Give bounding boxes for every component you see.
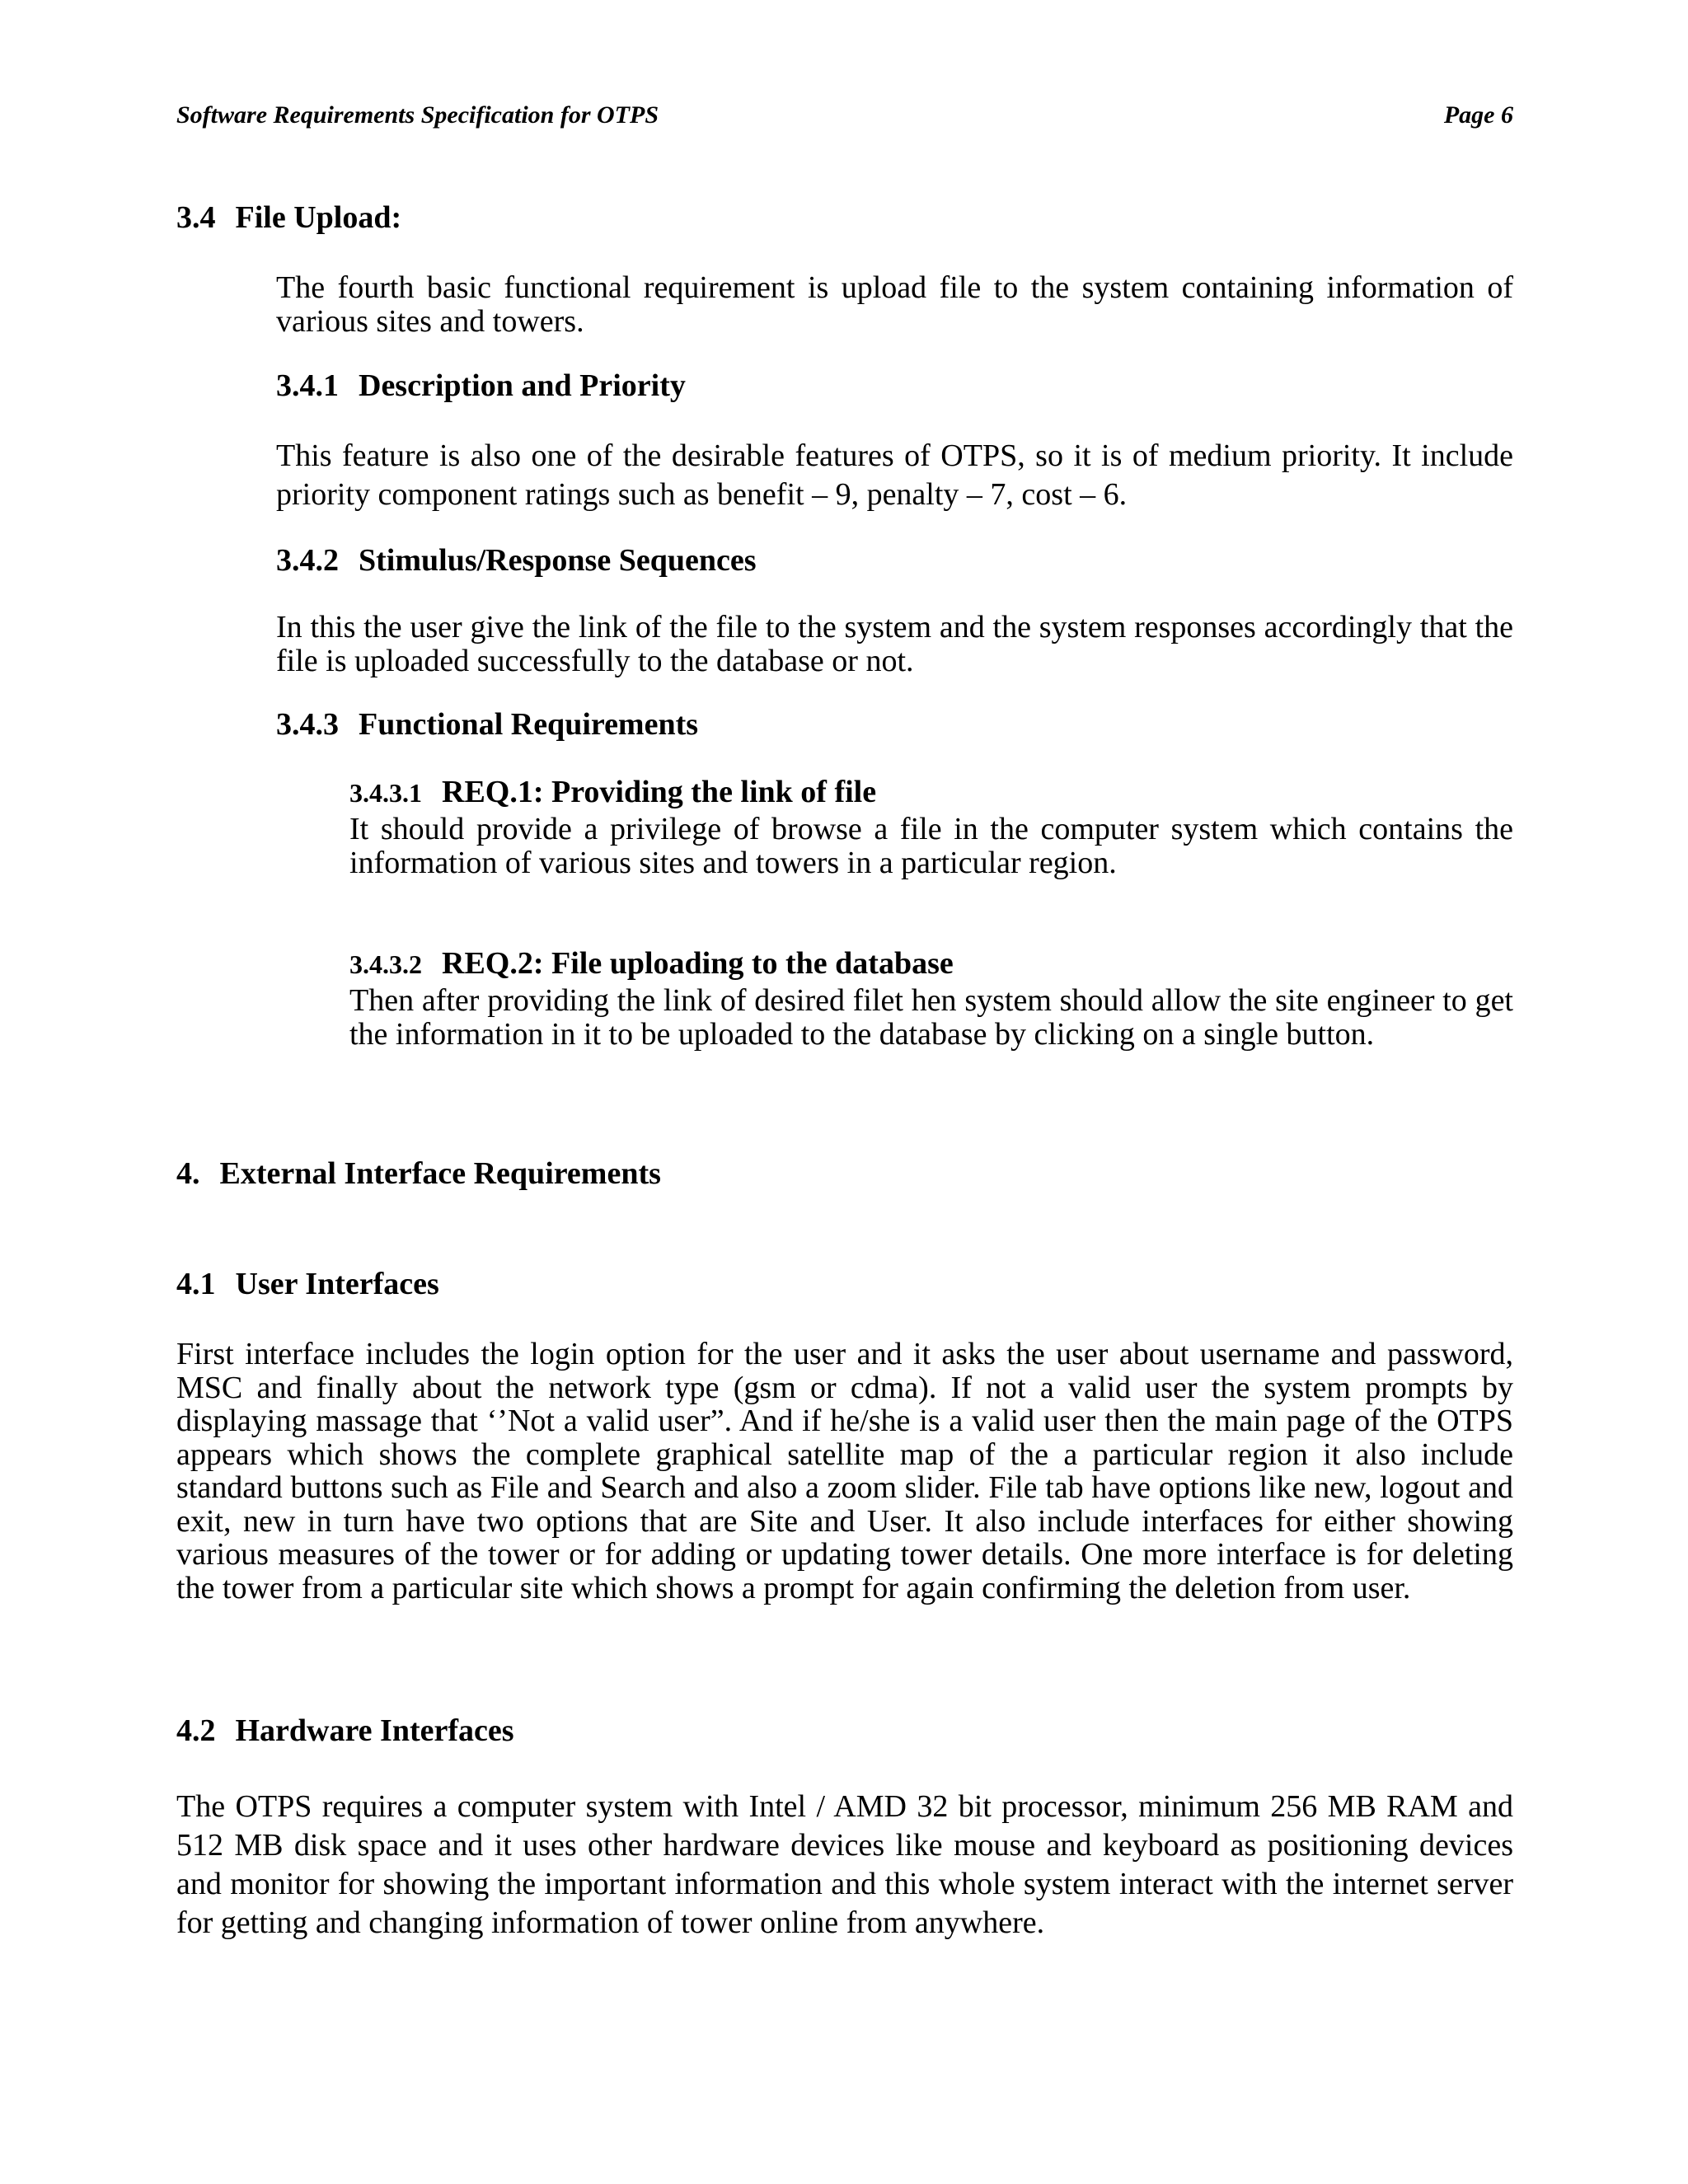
section-number: 3.4.2	[276, 543, 339, 578]
section-heading-3-4-3	[276, 705, 698, 744]
section-heading-3-4-2	[276, 541, 756, 580]
section-title: File Upload:	[235, 200, 402, 235]
section-number: 4.2	[176, 1713, 216, 1748]
section-4-2-body: The OTPS requires a computer system with Intel / AMD 32 bit processor, minimum 256 MB RAM and 512 MB disk space and it uses other hardware devices like mouse and keyboard as positioning devices and monitor for showing the important information and this whole system interact with the internet server for getting and changing information of tower online from anywhere.	[176, 1789, 1513, 1940]
section-title: Functional Requirements	[359, 707, 699, 742]
section-heading-4	[176, 1154, 661, 1193]
section-number: 3.4	[176, 200, 216, 235]
section-3-4-2-body: In this the user give the link of the file to the system and the system responses accordingly that the file is uploaded successfully to the database or not.	[276, 610, 1513, 678]
section-title: User Interfaces	[235, 1267, 439, 1301]
section-number: 3.4.3	[276, 707, 339, 742]
section-heading-3-4	[176, 198, 401, 237]
section-number: 3.4.3.1	[349, 778, 422, 808]
section-title: REQ.1: Providing the link of file	[442, 775, 877, 809]
section-heading-3-4-3-2	[349, 944, 954, 984]
section-number: 4.1	[176, 1267, 216, 1301]
section-number: 3.4.1	[276, 368, 339, 403]
section-title: Stimulus/Response Sequences	[359, 543, 757, 578]
section-4-1-body: First interface includes the login option for the user and it asks the user about username and password, MSC and finally about the network type (gsm or cdma). If not a valid user the system prompts by displaying massage that ‘’Not a valid user”. And if he/she is a valid user then the main page of the OTPS appears which shows the complete graphical satellite map of the a particular region it also include standard buttons such as File and Search and also a zoom slider. File tab have options like new, logout and exit, new in turn have two options that are Site and User. It also include interfaces for either showing various measures of the tower or for adding or updating tower details. One more interface is for deleting the tower from a particular site which shows a prompt for again confirming the deletion from user.	[176, 1337, 1513, 1605]
section-number: 4.	[176, 1156, 200, 1191]
section-title: Hardware Interfaces	[235, 1713, 514, 1748]
section-title: REQ.2: File uploading to the database	[442, 946, 954, 981]
section-title: Description and Priority	[359, 368, 686, 403]
page-number: Page 6	[1443, 101, 1513, 129]
section-3-4-3-1-body: It should provide a privilege of browse a file in the computer system which contains the information of various sites and towers in a particular region.	[349, 812, 1513, 880]
running-header-title: Software Requirements Specification for OTPS	[176, 101, 659, 129]
section-heading-3-4-3-1	[349, 772, 876, 813]
section-heading-4-2	[176, 1711, 514, 1750]
section-3-4-3-2-body: Then after providing the link of desired filet hen system should allow the site engineer to get the information in it to be uploaded to the database by clicking on a single button.	[349, 983, 1513, 1052]
section-heading-3-4-1	[276, 366, 686, 405]
section-number: 3.4.3.2	[349, 949, 422, 979]
section-heading-4-1	[176, 1264, 439, 1304]
section-title: External Interface Requirements	[219, 1156, 661, 1191]
section-3-4-intro: The fourth basic functional requirement is upload file to the system containing information of various sites and towers.	[276, 270, 1513, 339]
section-3-4-1-body: This feature is also one of the desirable features of OTPS, so it is of medium priority. It include priority component ratings such as benefit – 9, penalty – 7, cost – 6.	[276, 438, 1513, 512]
